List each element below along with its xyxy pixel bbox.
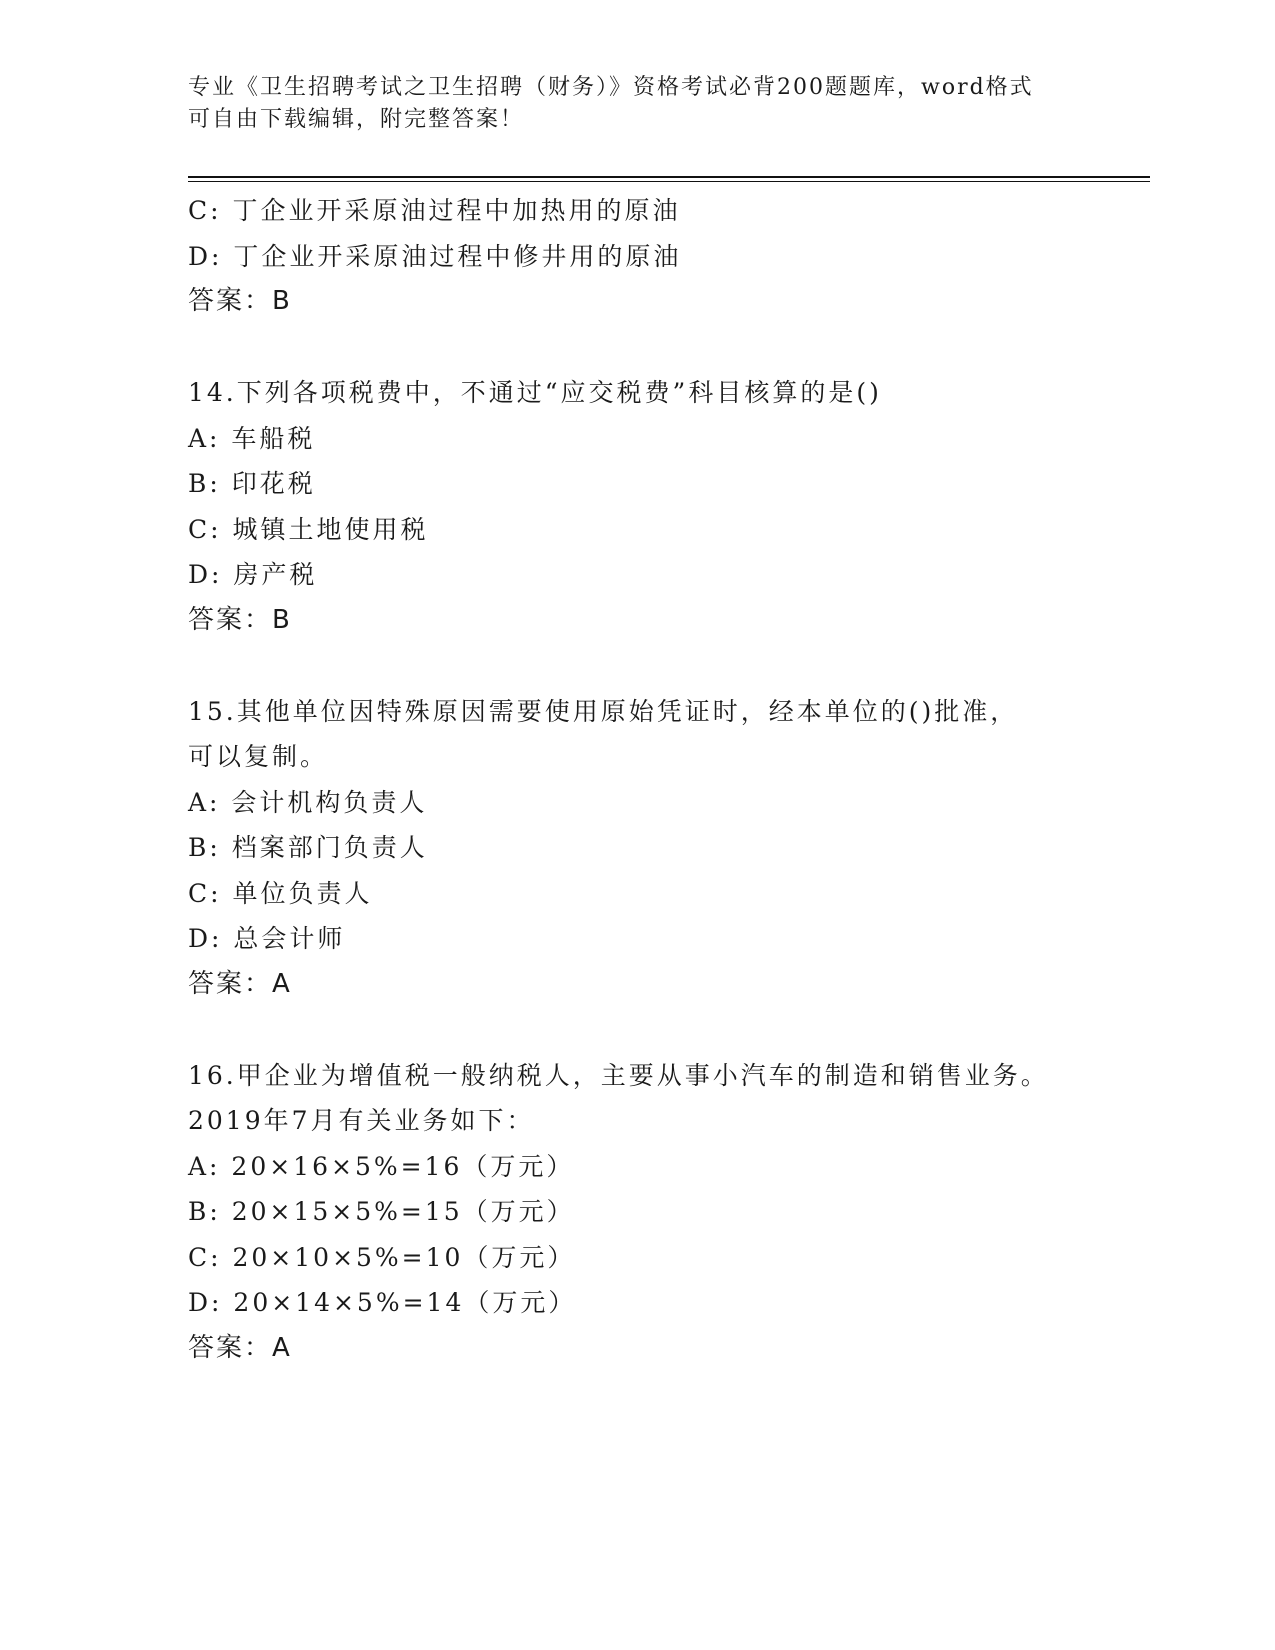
answer-line: 答案：B bbox=[188, 604, 292, 635]
option-c: C: 城镇土地使用税 bbox=[188, 514, 429, 544]
spacer bbox=[188, 1007, 1088, 1053]
answer-line: 答案：B bbox=[188, 286, 292, 316]
answer-line: 答案：A bbox=[188, 968, 292, 999]
question-14 bbox=[188, 370, 1088, 643]
option-d: D: 房产税 bbox=[188, 560, 318, 589]
header-rule-thick bbox=[188, 176, 1150, 178]
question-text: 14.下列各项税费中，不通过“应交税费”科目核算的是() bbox=[188, 378, 882, 407]
header-line-1: 专业《卫生招聘考试之卫生招聘（财务）》资格考试必背200题题库，word格式 bbox=[188, 75, 1034, 100]
document-body bbox=[188, 188, 1088, 1371]
header-line-2: 可自由下载编辑，附完整答案！ bbox=[188, 107, 525, 132]
document-header bbox=[188, 72, 1088, 136]
question-text: 15.其他单位因特殊原因需要使用原始凭证时，经本单位的()批准， bbox=[188, 696, 1019, 726]
option-c: C: 20×10×5%=10（万元） bbox=[188, 1242, 576, 1272]
question-text: 16.甲企业为增值税一般纳税人，主要从事小汽车的制造和销售业务。 bbox=[188, 1060, 1049, 1090]
question-15 bbox=[188, 689, 1088, 1008]
spacer bbox=[188, 325, 1088, 371]
header-rule-thin bbox=[188, 181, 1150, 182]
option-a: A: 20×16×5%=16（万元） bbox=[188, 1151, 575, 1181]
option-c: C: 丁企业开采原油过程中加热用的原油 bbox=[188, 196, 681, 225]
question-text-cont: 可以复制。 bbox=[188, 742, 329, 771]
option-a: A: 会计机构负责人 bbox=[188, 787, 428, 817]
option-b: B: 档案部门负责人 bbox=[188, 833, 428, 862]
question-text-cont: 2019年7月有关业务如下： bbox=[188, 1106, 535, 1135]
option-b: B: 20×15×5%=15（万元） bbox=[188, 1197, 575, 1226]
option-b: B: 印花税 bbox=[188, 469, 316, 498]
option-d: D: 20×14×5%=14（万元） bbox=[188, 1288, 577, 1317]
question-16 bbox=[188, 1053, 1088, 1372]
option-d: D: 丁企业开采原油过程中修井用的原油 bbox=[188, 241, 682, 271]
option-d: D: 总会计师 bbox=[188, 924, 346, 953]
question-13-tail bbox=[188, 188, 1088, 325]
spacer bbox=[188, 643, 1088, 689]
answer-line: 答案：A bbox=[188, 1332, 292, 1363]
option-c: C: 单位负责人 bbox=[188, 878, 373, 908]
option-a: A: 车船税 bbox=[188, 423, 316, 453]
